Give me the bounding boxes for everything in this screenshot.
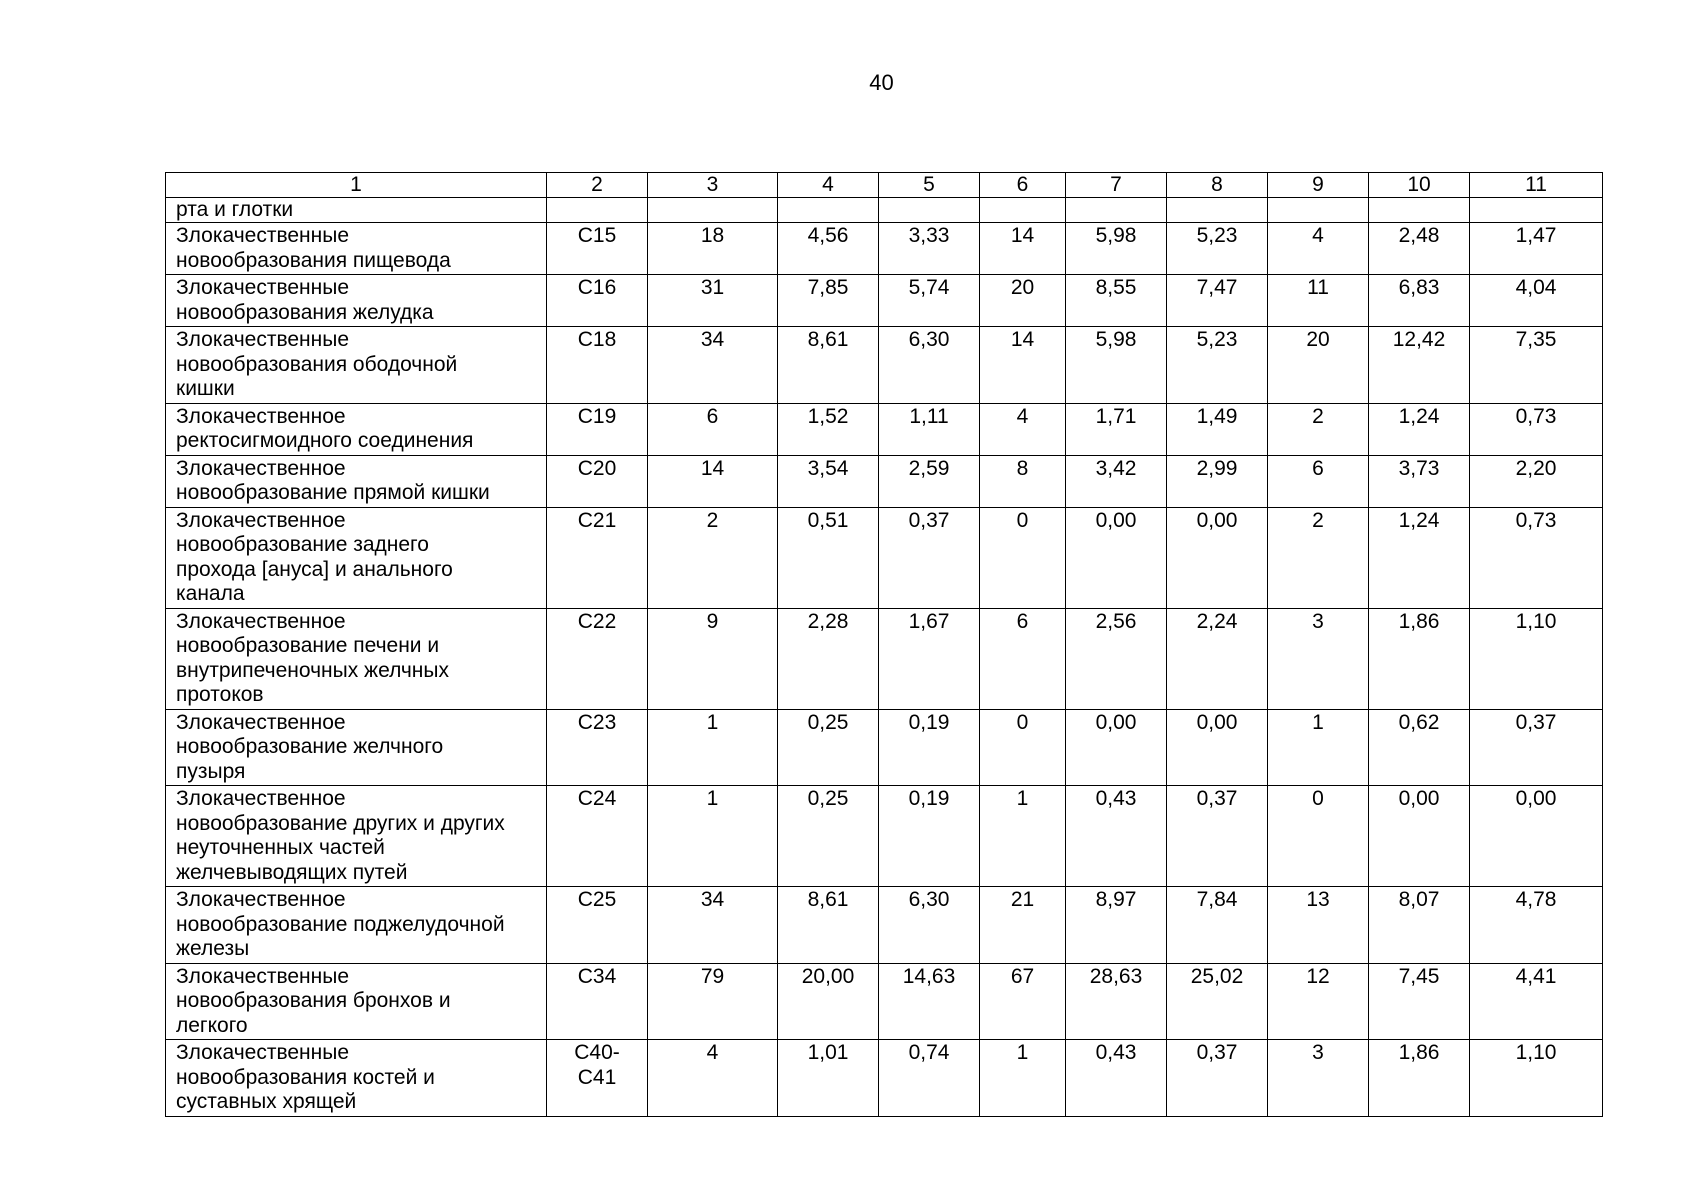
diagnosis-name-line: Злокачественное	[176, 787, 346, 810]
table-row	[166, 963, 1603, 1040]
value-cell: 1,71	[1066, 403, 1167, 455]
value-cell: 2	[1268, 507, 1369, 608]
value-cell: 14	[980, 223, 1066, 275]
diagnosis-name-line: желчевыводящих путей	[176, 860, 408, 884]
value-cell: 6,30	[879, 887, 980, 964]
value-cell: 79	[648, 963, 778, 1040]
icd-code-line: С19	[577, 404, 617, 428]
diagnosis-name-cell	[166, 507, 547, 608]
value-cell: 1,24	[1369, 507, 1470, 608]
column-number: 1	[166, 173, 547, 198]
diagnosis-name-cell	[166, 1040, 547, 1117]
diagnosis-name-line: Злокачественные	[176, 224, 350, 247]
value-cell: 31	[648, 275, 778, 327]
icd-code-line: С22	[577, 609, 617, 633]
empty-cell	[547, 198, 648, 223]
empty-cell	[1066, 198, 1167, 223]
table-row	[166, 786, 1603, 887]
value-cell: 0,25	[778, 786, 879, 887]
column-number: 5	[879, 173, 980, 198]
column-number: 4	[778, 173, 879, 198]
diagnosis-name-cell	[166, 709, 547, 786]
diagnosis-name-cell	[166, 403, 547, 455]
value-cell: 0,00	[1066, 507, 1167, 608]
value-cell: 1,10	[1470, 1040, 1603, 1117]
value-cell: 1,67	[879, 608, 980, 709]
value-cell: 0,00	[1167, 709, 1268, 786]
value-cell: 20	[1268, 327, 1369, 404]
value-cell: 7,85	[778, 275, 879, 327]
value-cell: 1,49	[1167, 403, 1268, 455]
value-cell: 0,74	[879, 1040, 980, 1117]
value-cell: 1,47	[1470, 223, 1603, 275]
value-cell: 9	[648, 608, 778, 709]
value-cell: 3,33	[879, 223, 980, 275]
diagnosis-name-line: новообразование поджелудочной	[176, 912, 505, 936]
diagnosis-name-line: ректосигмоидного соединения	[176, 429, 474, 452]
icd-code-line: С21	[577, 508, 617, 532]
diagnosis-name-line: новообразование желчного	[176, 735, 444, 758]
icd-code-cell	[547, 608, 648, 709]
value-cell: 6	[648, 403, 778, 455]
value-cell: 2,56	[1066, 608, 1167, 709]
diagnosis-name-line: Злокачественное	[176, 609, 346, 633]
value-cell: 2,59	[879, 455, 980, 507]
value-cell: 4,41	[1470, 963, 1603, 1040]
value-cell: 0,43	[1066, 1040, 1167, 1117]
value-cell: 12	[1268, 963, 1369, 1040]
value-cell: 2,99	[1167, 455, 1268, 507]
value-cell: 6	[1268, 455, 1369, 507]
value-cell: 8,55	[1066, 275, 1167, 327]
table-row	[166, 455, 1603, 507]
icd-code-line: С16	[577, 276, 617, 299]
value-cell: 0	[980, 507, 1066, 608]
icd-code-cell	[547, 223, 648, 275]
value-cell: 0,37	[879, 507, 980, 608]
page-number: 40	[869, 70, 894, 95]
value-cell: 4	[648, 1040, 778, 1117]
value-cell: 2	[648, 507, 778, 608]
icd-code-cell	[547, 327, 648, 404]
value-cell: 2,24	[1167, 608, 1268, 709]
empty-cell	[778, 198, 879, 223]
value-cell: 8	[980, 455, 1066, 507]
continued-name-cell: рта и глотки	[166, 198, 547, 223]
diagnosis-name-cell	[166, 887, 547, 964]
value-cell: 25,02	[1167, 963, 1268, 1040]
diagnosis-name-line: Злокачественные	[176, 1041, 350, 1064]
icd-code-line: С15	[577, 224, 617, 247]
column-number: 7	[1066, 173, 1167, 198]
diagnosis-name-line: прохода [ануса] и анального	[176, 557, 453, 581]
table-row	[166, 709, 1603, 786]
diagnosis-name-line: новообразование печени и	[176, 634, 440, 657]
icd-code-cell	[547, 403, 648, 455]
table-row	[166, 507, 1603, 608]
table-row	[166, 403, 1603, 455]
value-cell: 11	[1268, 275, 1369, 327]
icd-code-cell	[547, 786, 648, 887]
diagnosis-name-cell	[166, 455, 547, 507]
diagnosis-name-line: суставных хрящей	[176, 1090, 357, 1113]
value-cell: 1,52	[778, 403, 879, 455]
value-cell: 4,78	[1470, 887, 1603, 964]
diagnosis-name-line: канала	[176, 582, 245, 605]
column-number: 8	[1167, 173, 1268, 198]
empty-cell	[1268, 198, 1369, 223]
icd-code-line: С24	[577, 787, 617, 810]
value-cell: 28,63	[1066, 963, 1167, 1040]
value-cell: 20	[980, 275, 1066, 327]
diagnosis-name-line: новообразование заднего	[176, 533, 429, 556]
value-cell: 0,37	[1167, 786, 1268, 887]
value-cell: 3,54	[778, 455, 879, 507]
diagnosis-name-line: Злокачественное	[176, 888, 346, 911]
value-cell: 1,24	[1369, 403, 1470, 455]
icd-code-line: С20	[577, 456, 617, 480]
value-cell: 34	[648, 327, 778, 404]
column-number: 11	[1470, 173, 1603, 198]
value-cell: 8,07	[1369, 887, 1470, 964]
value-cell: 1,01	[778, 1040, 879, 1117]
icd-code-line: С18	[577, 328, 617, 351]
value-cell: 1,10	[1470, 608, 1603, 709]
value-cell: 4,04	[1470, 275, 1603, 327]
value-cell: 7,35	[1470, 327, 1603, 404]
value-cell: 1,86	[1369, 608, 1470, 709]
diagnosis-name-line: протоков	[176, 683, 264, 706]
value-cell: 3	[1268, 608, 1369, 709]
value-cell: 1	[648, 786, 778, 887]
value-cell: 0,73	[1470, 507, 1603, 608]
empty-cell	[1167, 198, 1268, 223]
value-cell: 0,00	[1066, 709, 1167, 786]
empty-cell	[1369, 198, 1470, 223]
value-cell: 0,00	[1167, 507, 1268, 608]
diagnosis-name-line: неуточненных частей	[176, 836, 385, 859]
diagnosis-name-line: новообразования желудка	[176, 300, 434, 324]
icd-code-cell	[547, 1040, 648, 1117]
value-cell: 5,74	[879, 275, 980, 327]
value-cell: 34	[648, 887, 778, 964]
diagnosis-name-line: Злокачественное	[176, 710, 346, 734]
value-cell: 0,73	[1470, 403, 1603, 455]
diagnosis-name-line: легкого	[176, 1013, 248, 1037]
diagnosis-name-line: новообразования костей и	[176, 1065, 435, 1089]
diagnosis-name-cell	[166, 327, 547, 404]
diagnosis-name-line: кишки	[176, 377, 235, 400]
diagnosis-name-line: Злокачественное	[176, 404, 346, 428]
value-cell: 0,00	[1470, 786, 1603, 887]
icd-code-line: С41	[577, 1065, 617, 1089]
value-cell: 4	[1268, 223, 1369, 275]
empty-cell	[648, 198, 778, 223]
value-cell: 1	[1268, 709, 1369, 786]
value-cell: 0	[980, 709, 1066, 786]
column-number-row	[166, 173, 1603, 198]
table-row	[166, 887, 1603, 964]
value-cell: 0,37	[1470, 709, 1603, 786]
diagnosis-name-cell	[166, 608, 547, 709]
value-cell: 2,20	[1470, 455, 1603, 507]
value-cell: 14	[648, 455, 778, 507]
column-number: 10	[1369, 173, 1470, 198]
column-number: 3	[648, 173, 778, 198]
icd-code-cell	[547, 887, 648, 964]
diagnosis-name-line: новообразования пищевода	[176, 248, 451, 272]
table-row	[166, 275, 1603, 327]
data-table	[165, 172, 1603, 1117]
icd-code-line: С40-	[574, 1041, 620, 1064]
empty-cell	[879, 198, 980, 223]
table-row	[166, 608, 1603, 709]
value-cell: 0,25	[778, 709, 879, 786]
diagnosis-name-line: Злокачественное	[176, 456, 346, 480]
diagnosis-name-cell	[166, 963, 547, 1040]
empty-cell	[980, 198, 1066, 223]
value-cell: 5,98	[1066, 223, 1167, 275]
value-cell: 6	[980, 608, 1066, 709]
diagnosis-name-line: пузыря	[176, 759, 246, 783]
value-cell: 0,00	[1369, 786, 1470, 887]
value-cell: 14,63	[879, 963, 980, 1040]
icd-code-cell	[547, 709, 648, 786]
value-cell: 2	[1268, 403, 1369, 455]
value-cell: 4,56	[778, 223, 879, 275]
icd-code-line: С23	[577, 710, 617, 734]
value-cell: 2,28	[778, 608, 879, 709]
diagnosis-name-line: внутрипеченочных желчных	[176, 658, 449, 682]
value-cell: 13	[1268, 887, 1369, 964]
value-cell: 67	[980, 963, 1066, 1040]
value-cell: 0,62	[1369, 709, 1470, 786]
table-row	[166, 327, 1603, 404]
value-cell: 0,19	[879, 709, 980, 786]
diagnosis-name-line: Злокачественные	[176, 964, 350, 988]
diagnosis-name-line: новообразования бронхов и	[176, 989, 451, 1012]
icd-code-line: С34	[577, 964, 617, 988]
table-row	[166, 223, 1603, 275]
column-number: 9	[1268, 173, 1369, 198]
diagnosis-name-line: Злокачественные	[176, 276, 350, 299]
value-cell: 20,00	[778, 963, 879, 1040]
value-cell: 18	[648, 223, 778, 275]
value-cell: 3	[1268, 1040, 1369, 1117]
value-cell: 8,61	[778, 327, 879, 404]
icd-code-cell	[547, 275, 648, 327]
value-cell: 0,51	[778, 507, 879, 608]
value-cell: 21	[980, 887, 1066, 964]
value-cell: 5,98	[1066, 327, 1167, 404]
value-cell: 7,45	[1369, 963, 1470, 1040]
value-cell: 8,61	[778, 887, 879, 964]
column-number: 6	[980, 173, 1066, 198]
value-cell: 1,11	[879, 403, 980, 455]
value-cell: 0,37	[1167, 1040, 1268, 1117]
value-cell: 0	[1268, 786, 1369, 887]
diagnosis-name-cell	[166, 275, 547, 327]
value-cell: 5,23	[1167, 327, 1268, 404]
diagnosis-name-line: железы	[176, 937, 250, 960]
diagnosis-name-cell	[166, 223, 547, 275]
table-row	[166, 1040, 1603, 1117]
diagnosis-name-line: новообразование прямой кишки	[176, 481, 490, 504]
value-cell: 6,83	[1369, 275, 1470, 327]
value-cell: 7,84	[1167, 887, 1268, 964]
value-cell: 2,48	[1369, 223, 1470, 275]
empty-cell	[1470, 198, 1603, 223]
diagnosis-name-line: Злокачественные	[176, 328, 350, 351]
continuation-row	[166, 198, 1603, 223]
value-cell: 6,30	[879, 327, 980, 404]
diagnosis-name-line: Злокачественное	[176, 508, 346, 532]
value-cell: 0,19	[879, 786, 980, 887]
value-cell: 0,43	[1066, 786, 1167, 887]
column-number: 2	[547, 173, 648, 198]
value-cell: 1	[980, 786, 1066, 887]
diagnosis-name-cell	[166, 786, 547, 887]
diagnosis-name-line: новообразования ободочной	[176, 352, 458, 376]
icd-code-cell	[547, 455, 648, 507]
value-cell: 3,73	[1369, 455, 1470, 507]
icd-code-cell	[547, 507, 648, 608]
value-cell: 1,86	[1369, 1040, 1470, 1117]
value-cell: 5,23	[1167, 223, 1268, 275]
icd-code-cell	[547, 963, 648, 1040]
value-cell: 1	[980, 1040, 1066, 1117]
value-cell: 7,47	[1167, 275, 1268, 327]
icd-code-line: С25	[577, 888, 617, 911]
value-cell: 3,42	[1066, 455, 1167, 507]
value-cell: 4	[980, 403, 1066, 455]
value-cell: 8,97	[1066, 887, 1167, 964]
value-cell: 14	[980, 327, 1066, 404]
diagnosis-name-line: новообразование других и других	[176, 811, 505, 835]
value-cell: 12,42	[1369, 327, 1470, 404]
value-cell: 1	[648, 709, 778, 786]
